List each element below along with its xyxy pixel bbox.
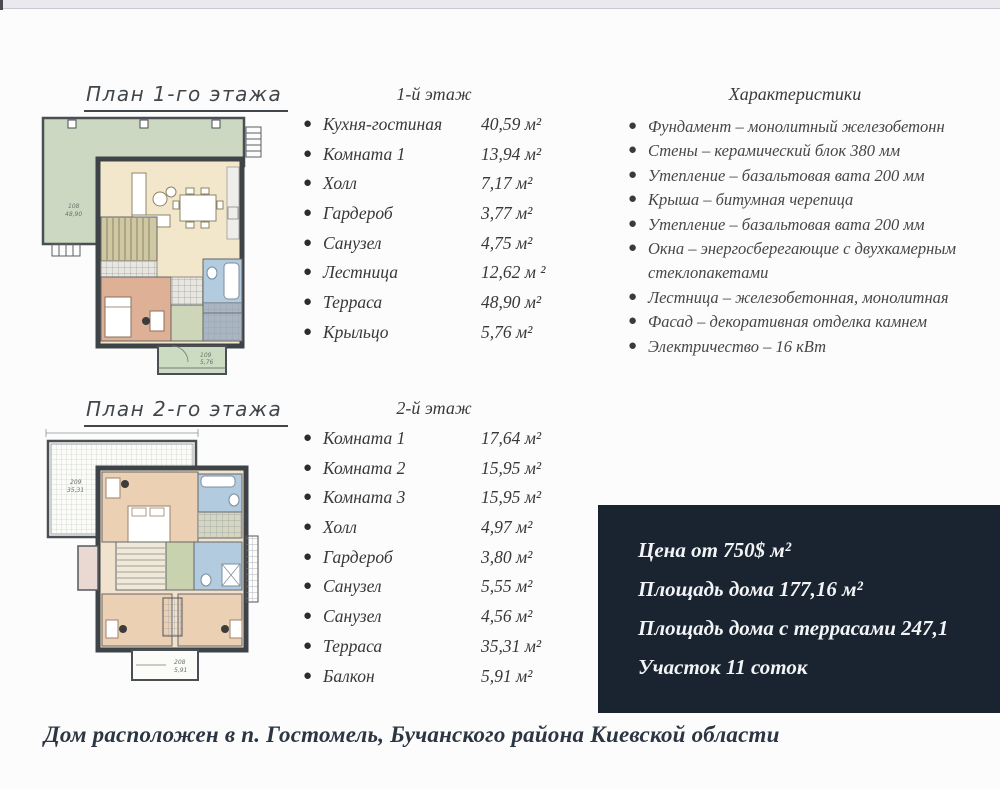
floor1-room-list <box>303 84 583 352</box>
plan1-porch-area-label: 5,76 <box>200 359 214 366</box>
house-area-line: Площадь дома 177,16 м² <box>638 577 863 601</box>
floor2-room-list <box>303 398 583 695</box>
price-summary-box <box>598 505 1000 713</box>
bullet-icon: ● <box>303 519 313 536</box>
lot-size-line: Участок 11 соток <box>638 655 808 679</box>
plan2-bathroom2 <box>194 542 242 590</box>
table-row: ● Комната 2 15,95 м² <box>303 457 542 478</box>
floor-plan-1-drawing <box>40 111 264 381</box>
list-item: ● Утепление – базальтовая вата 200 мм <box>610 213 1000 237</box>
table-row: ● Терраса 48,90 м² <box>303 292 542 313</box>
bullet-icon: ● <box>303 294 313 311</box>
bullet-icon: ● <box>303 459 313 476</box>
svg-text:208: 208 <box>174 659 186 666</box>
total-area-line: Площадь дома с террасами 247,1 <box>638 616 949 640</box>
bullet-icon: ● <box>303 667 313 684</box>
list-item: ● Фундамент – монолитный железобетонн <box>610 115 1000 139</box>
plan1-room1 <box>101 277 171 341</box>
bullet-icon: ● <box>628 191 638 208</box>
bullet-icon: ● <box>303 489 313 506</box>
bullet-icon: ● <box>303 116 313 132</box>
list-item: ● Лестница – железобетонная, монолитная <box>610 286 1000 310</box>
bullet-icon: ● <box>628 215 638 232</box>
bullet-icon: ● <box>303 323 313 340</box>
svg-text:109: 109 <box>200 352 212 359</box>
floor2-plan-title: План 2-го этажа <box>84 397 288 427</box>
plan2-bathroom1 <box>198 474 242 512</box>
table-row: ● Балкон 5,91 м² <box>303 665 533 686</box>
table-row: ● Гардероб 3,80 м² <box>303 546 533 567</box>
table-row: ● Холл 7,17 м² <box>303 173 533 194</box>
table-row: ● Гардероб 3,77 м² <box>303 203 533 224</box>
bullet-icon: ● <box>303 430 313 446</box>
bullet-icon: ● <box>303 637 313 654</box>
plan2-terrace-area-label: 35,31 <box>67 487 85 494</box>
bullet-icon: ● <box>303 264 313 281</box>
plan2-bedroom3 <box>178 594 242 646</box>
bullet-icon: ● <box>628 166 638 183</box>
table-row: ● Комната 1 17,64 м² <box>303 428 542 448</box>
plan2-bedroom2 <box>102 594 172 646</box>
plan2-bedroom1 <box>102 472 198 542</box>
bullet-icon: ● <box>628 313 638 330</box>
plan1-terrace-steps <box>52 244 80 256</box>
plan1-exterior-steps <box>246 127 261 157</box>
plan2-left-balcony <box>78 546 98 590</box>
bullet-icon: ● <box>303 548 313 565</box>
bullet-icon: ● <box>628 142 638 159</box>
table-row: ● Кухня-гостиная 40,59 м² <box>303 114 542 134</box>
bullet-icon: ● <box>303 578 313 595</box>
floor2-heading: 2-й этаж <box>396 398 472 418</box>
list-item: ● Стены – керамический блок 380 мм <box>610 139 1000 163</box>
bullet-icon: ● <box>303 608 313 625</box>
price-line: Цена от 750$ м² <box>638 538 792 562</box>
table-row: ● Санузел 5,55 м² <box>303 576 533 597</box>
bullet-icon: ● <box>303 145 313 162</box>
table-row: ● Лестница 12,62 м ² <box>303 262 546 283</box>
table-row: ● Комната 1 13,94 м² <box>303 143 542 164</box>
plan1-bathroom <box>203 259 242 303</box>
plan1-wardrobe <box>203 303 242 341</box>
plan1-stairs <box>101 217 157 261</box>
plan2-holl <box>166 542 194 590</box>
list-item: ● Крыша – битумная черепица <box>610 188 1000 212</box>
bullet-icon: ● <box>303 205 313 222</box>
plan2-exterior-pier <box>246 536 258 602</box>
plan2-wardrobe <box>198 512 242 538</box>
bullet-icon: ● <box>303 175 313 192</box>
table-row: ● Комната 3 15,95 м² <box>303 487 542 508</box>
bullet-icon: ● <box>628 288 638 305</box>
plan1-porch <box>158 346 226 374</box>
plan1-terrace-area-label: 48,90 <box>65 211 83 218</box>
characteristics-list <box>610 84 1000 359</box>
plan2-balcony-area-label: 5,91 <box>174 667 188 674</box>
list-item: ● Утепление – базальтовая вата 200 мм <box>610 164 1000 188</box>
list-item: ● Фасад – декоративная отделка камнем <box>610 310 1000 334</box>
location-text: Дом расположен в п. Гостомель, Бучанского района Киевской области <box>44 722 780 747</box>
table-row: ● Крыльцо 5,76 м² <box>303 321 533 342</box>
plan2-dimension-line <box>46 429 198 437</box>
plan2-stairs <box>116 542 166 590</box>
bullet-icon: ● <box>303 234 313 251</box>
svg-text:209: 209 <box>70 479 82 486</box>
plan1-kitchen-counter <box>227 167 239 239</box>
table-row: ● Терраса 35,31 м² <box>303 635 542 656</box>
table-row: ● Санузел 4,75 м² <box>303 232 533 253</box>
bullet-icon: ● <box>628 337 638 354</box>
plan2-vent-shaft <box>163 598 182 636</box>
bullet-icon: ● <box>628 118 638 134</box>
list-item: ● Окна – энергосберегающие с двухкамерным стеклопакетами <box>610 237 1000 286</box>
characteristics-heading: Характеристики <box>728 84 862 104</box>
table-row: ● Санузел 4,56 м² <box>303 606 533 627</box>
bullet-icon: ● <box>628 240 638 257</box>
plan1-tambour <box>171 305 203 341</box>
list-item: ● Электричество – 16 кВт <box>610 335 1000 359</box>
scan-edge-band <box>0 0 1000 9</box>
floor1-heading: 1-й этаж <box>396 84 472 104</box>
plan2-balcony <box>132 650 198 680</box>
floor1-plan-title: План 1-го этажа <box>84 82 288 112</box>
scan-corner-artifact <box>0 0 3 10</box>
floor-plan-2-drawing <box>36 424 264 706</box>
table-row: ● Холл 4,97 м² <box>303 517 533 538</box>
svg-text:108: 108 <box>68 203 80 210</box>
